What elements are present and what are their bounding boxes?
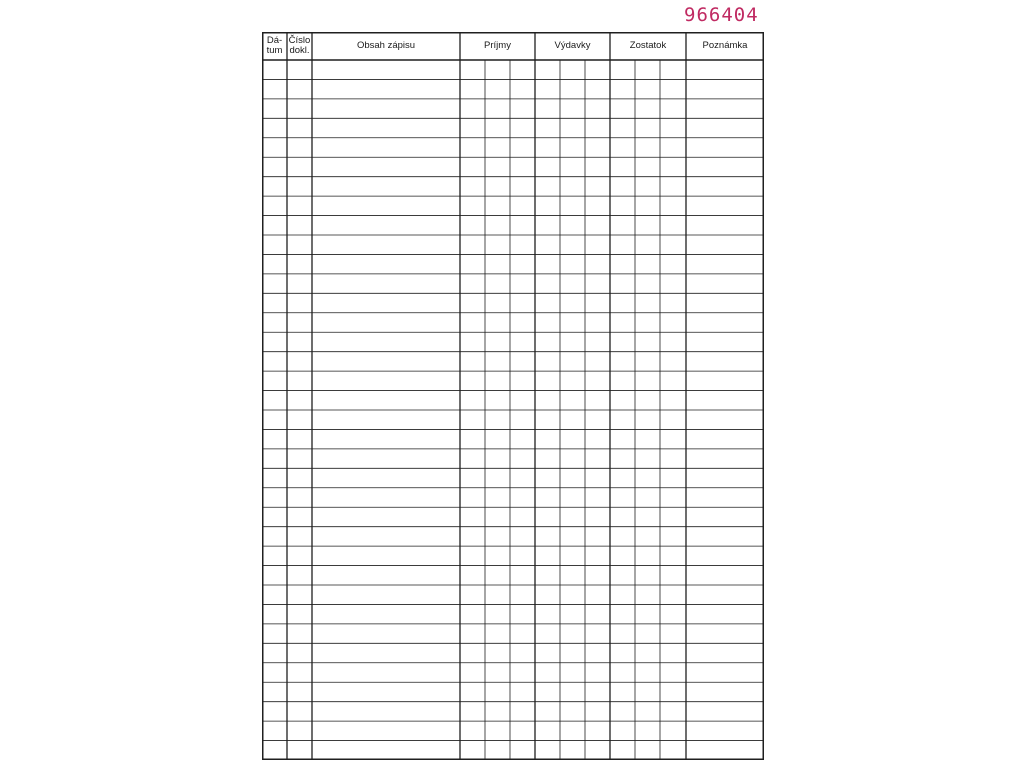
- header-cislo-line2: dokl.: [289, 45, 310, 56]
- header-cislo-dokladu: [287, 32, 312, 60]
- header-obsah-zapisu: Obsah zápisu: [356, 40, 416, 51]
- header-zostatok: Zostatok: [629, 40, 667, 51]
- ledger-grid: [262, 32, 764, 760]
- serial-number: 966404: [684, 4, 759, 26]
- header-datum-line2: tum: [266, 45, 283, 56]
- header-vydavky: Výdavky: [554, 40, 591, 51]
- header-prijmy: Príjmy: [484, 40, 511, 51]
- header-datum: [262, 32, 287, 60]
- ledger-table: [262, 32, 764, 760]
- header-poznamka: Poznámka: [702, 40, 748, 51]
- header-cislo-line1: Číslo: [288, 35, 311, 46]
- ledger-frame: [263, 33, 764, 760]
- header-datum-line1: Dá-: [266, 35, 283, 46]
